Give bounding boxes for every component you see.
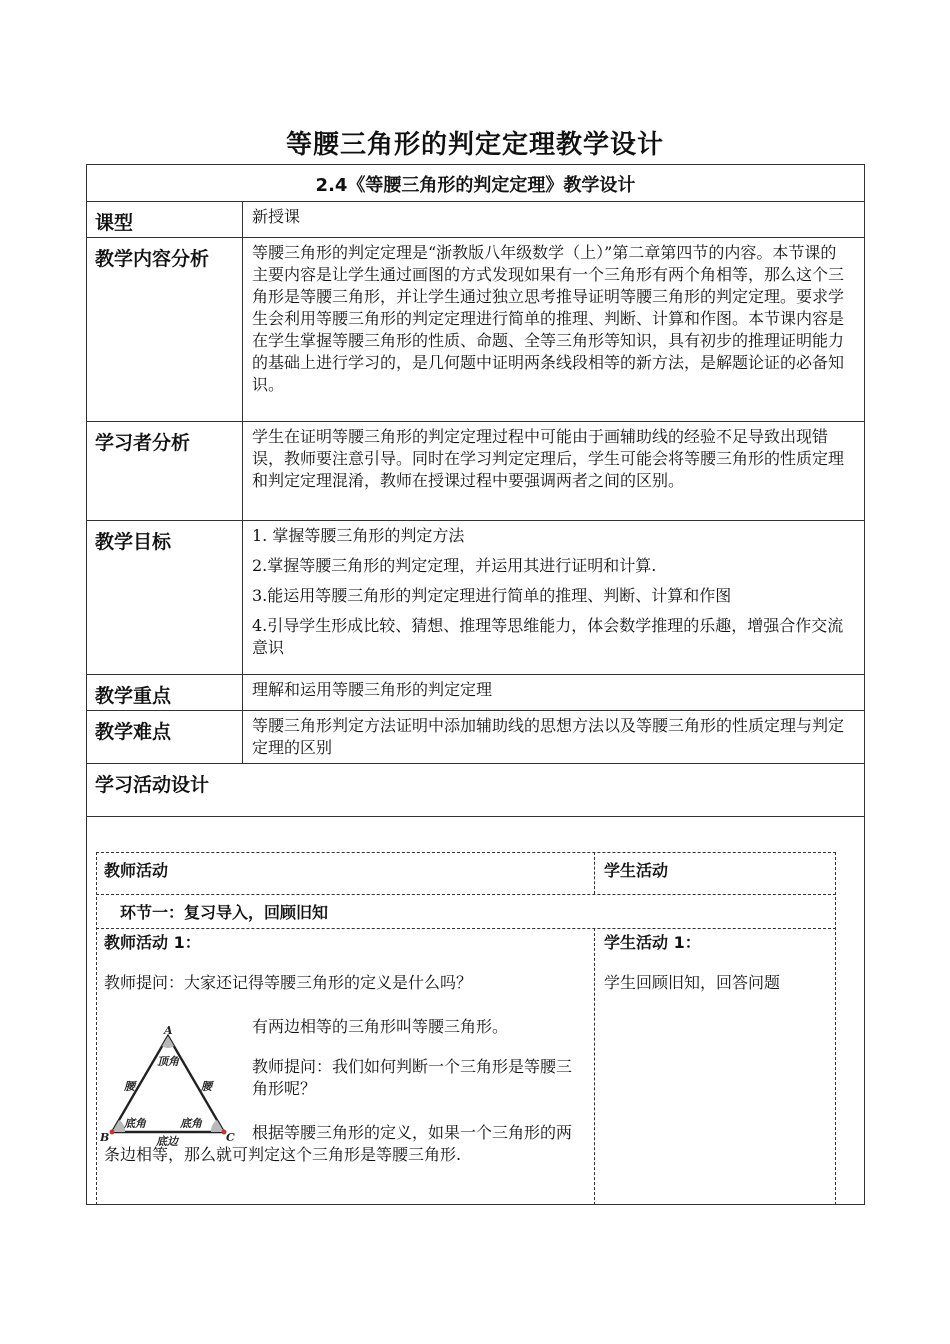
row-objectives xyxy=(87,521,864,675)
student-activity-1-text: 学生回顾旧知，回答问题 xyxy=(604,973,781,992)
apex-angle-label: 顶角 xyxy=(157,1055,179,1068)
vertex-b-label: B xyxy=(100,1131,110,1144)
row-difficulty xyxy=(87,711,864,764)
answer-text: 根据等腰三角形的定义，如果一个三角形的两条边相等，那么就可判定这个三角形是等腰三角形. xyxy=(104,1123,573,1164)
table-title: 2.4《等腰三角形的判定定理》教学设计 xyxy=(315,175,636,196)
value-course-type: 新授课 xyxy=(252,207,301,226)
row-activity-design xyxy=(87,764,864,817)
isosceles-triangle-figure xyxy=(100,1024,246,1150)
objective-item: 4.引导学生形成比较、猜想、推理等思维能力，体会数学推理的乐趣，增强合作交流意识 xyxy=(252,616,844,657)
objective-item: 1. 掌握等腰三角形的判定方法 xyxy=(252,526,465,545)
right-base-angle-label: 底角 xyxy=(180,1117,202,1130)
value-difficulty: 等腰三角形判定方法证明中添加辅助线的思想方法以及等腰三角形的性质定理与判定定理的区别 xyxy=(252,716,845,757)
objectives-list xyxy=(252,525,846,667)
value-learner-analysis: 学生在证明等腰三角形的判定定理过程中可能由于画辅助线的经验不足导致出现错误，教师要注意引导。同时在学习判定定理后，学生可能会将等腰三角形的性质定理和判定定理混淆，教师在授课过程中要强调两者之间的区别。 xyxy=(252,427,845,490)
value-key-point: 理解和运用等腰三角形的判定定理 xyxy=(252,680,493,699)
left-leg-label: 腰 xyxy=(124,1080,135,1093)
value-content-analysis: 等腰三角形的判定定理是“浙教版八年级数学（上）”第二章第四节的内容。本节课的主要内容是让学生通过画图的方式发现如果有一个三角形有两个角相等，那么这个三角形是等腰三角形，并让学生通过独立思考推导证明等腰三角形的判定定理。要求学生会利用等腰三角形的判定定理进行简单的推理、判断、计算和作图。本节课内容是在学生掌握等腰三角形的性质、命题、全等三角形等知识，具有初步的推理证明能力的基础上进行学习的，是几何题中证明两条线段相等的新方法，是解题论证的必备知识。 xyxy=(252,243,845,394)
label-difficulty: 教学难点 xyxy=(87,711,243,763)
row-key-point xyxy=(87,675,864,711)
teacher-activity-1-title: 教师活动 1： xyxy=(104,933,201,952)
label-key-point: 教学重点 xyxy=(87,675,243,710)
teacher-question-1: 教师提问：大家还记得等腰三角形的定义是什么吗？ xyxy=(104,973,473,992)
section-title: 环节一：复习导入，回顾旧知 xyxy=(120,903,329,922)
label-learner-analysis: 学习者分析 xyxy=(87,422,243,520)
row-learner-analysis xyxy=(87,422,864,521)
vertex-a-label: A xyxy=(164,1024,173,1037)
document-title: 等腰三角形的判定定理教学设计 xyxy=(285,130,664,160)
activity-table xyxy=(96,852,836,1205)
objective-item: 3.能运用等腰三角形的判定定理进行简单的推理、判断、计算和作图 xyxy=(252,586,732,605)
teacher-activity-header: 教师活动 xyxy=(104,861,169,880)
label-content-analysis: 教学内容分析 xyxy=(87,238,243,421)
teacher-question-2: 教师提问：我们如何判断一个三角形是等腰三角形呢？ xyxy=(252,1057,573,1098)
row-course-type xyxy=(87,202,864,238)
label-activity-design: 学习活动设计 xyxy=(95,774,210,796)
base-label: 底边 xyxy=(156,1135,178,1148)
left-base-angle-label: 底角 xyxy=(124,1117,146,1130)
student-activity-header: 学生活动 xyxy=(604,861,669,880)
label-course-type: 课型 xyxy=(87,202,243,237)
table-title-row xyxy=(87,165,864,202)
vertex-c-label: C xyxy=(226,1131,235,1144)
objective-item: 2.掌握等腰三角形的判定定理，并运用其进行证明和计算. xyxy=(252,556,657,575)
student-activity-1-title: 学生活动 1： xyxy=(604,933,701,952)
right-angle-mark xyxy=(211,1120,224,1132)
label-objectives: 教学目标 xyxy=(87,521,243,674)
right-leg-label: 腰 xyxy=(201,1080,212,1093)
row-content-analysis xyxy=(87,238,864,422)
definition-text: 有两边相等的三角形叫等腰三角形。 xyxy=(252,1017,509,1036)
